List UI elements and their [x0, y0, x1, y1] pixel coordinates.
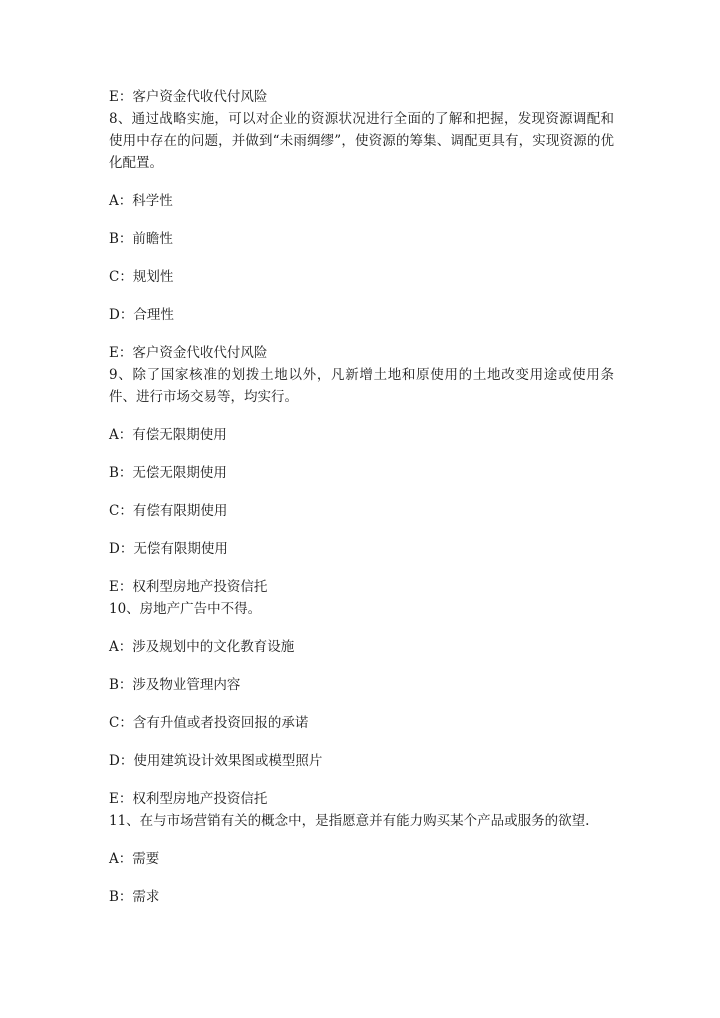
- q9-option-a: A：有偿无限期使用: [109, 427, 227, 443]
- q9-option-e: E：权利型房地产投资信托: [109, 579, 268, 595]
- q8-option-e: E：客户资金代收代付风险: [109, 345, 268, 361]
- document-page: [109, 86, 614, 908]
- q8-option-b: B：前瞻性: [109, 231, 173, 247]
- q10-option-e: E：权利型房地产投资信托: [109, 791, 268, 807]
- q10-option-d: D：使用建筑设计效果图或模型照片: [109, 753, 323, 769]
- q11-option-b: B：需求: [109, 889, 160, 905]
- q8-option-a: A：科学性: [109, 193, 173, 209]
- q9-option-c: C：有偿有限期使用: [109, 503, 228, 519]
- q10-option-c: C：含有升值或者投资回报的承诺: [109, 715, 309, 731]
- q8-option-d: D：合理性: [109, 307, 174, 323]
- question-8: 8、通过战略实施，可以对企业的资源状况进行全面的了解和把握，发现资源调配和使用中存在的问题，并做到“未雨绸缪”，使资源的筹集、调配更具有，实现资源的优化配置。: [109, 111, 614, 171]
- q10-option-b: B：涉及物业管理内容: [109, 677, 241, 693]
- q8-option-c: C：规划性: [109, 269, 174, 285]
- question-10: 10、房地产广告中不得。: [109, 601, 262, 617]
- option-e-previous: E：客户资金代收代付风险: [109, 89, 268, 105]
- q10-option-a: A：涉及规划中的文化教育设施: [109, 639, 295, 655]
- question-11: 11、在与市场营销有关的概念中，是指愿意并有能力购买某个产品或服务的欲望.: [109, 813, 590, 829]
- q11-option-a: A：需要: [109, 851, 160, 867]
- q9-option-d: D：无偿有限期使用: [109, 541, 228, 557]
- q9-option-b: B：无偿无限期使用: [109, 465, 227, 481]
- question-9: 9、除了国家核准的划拨土地以外，凡新增土地和原使用的土地改变用途或使用条件、进行市场交易等，均实行。: [109, 367, 614, 405]
